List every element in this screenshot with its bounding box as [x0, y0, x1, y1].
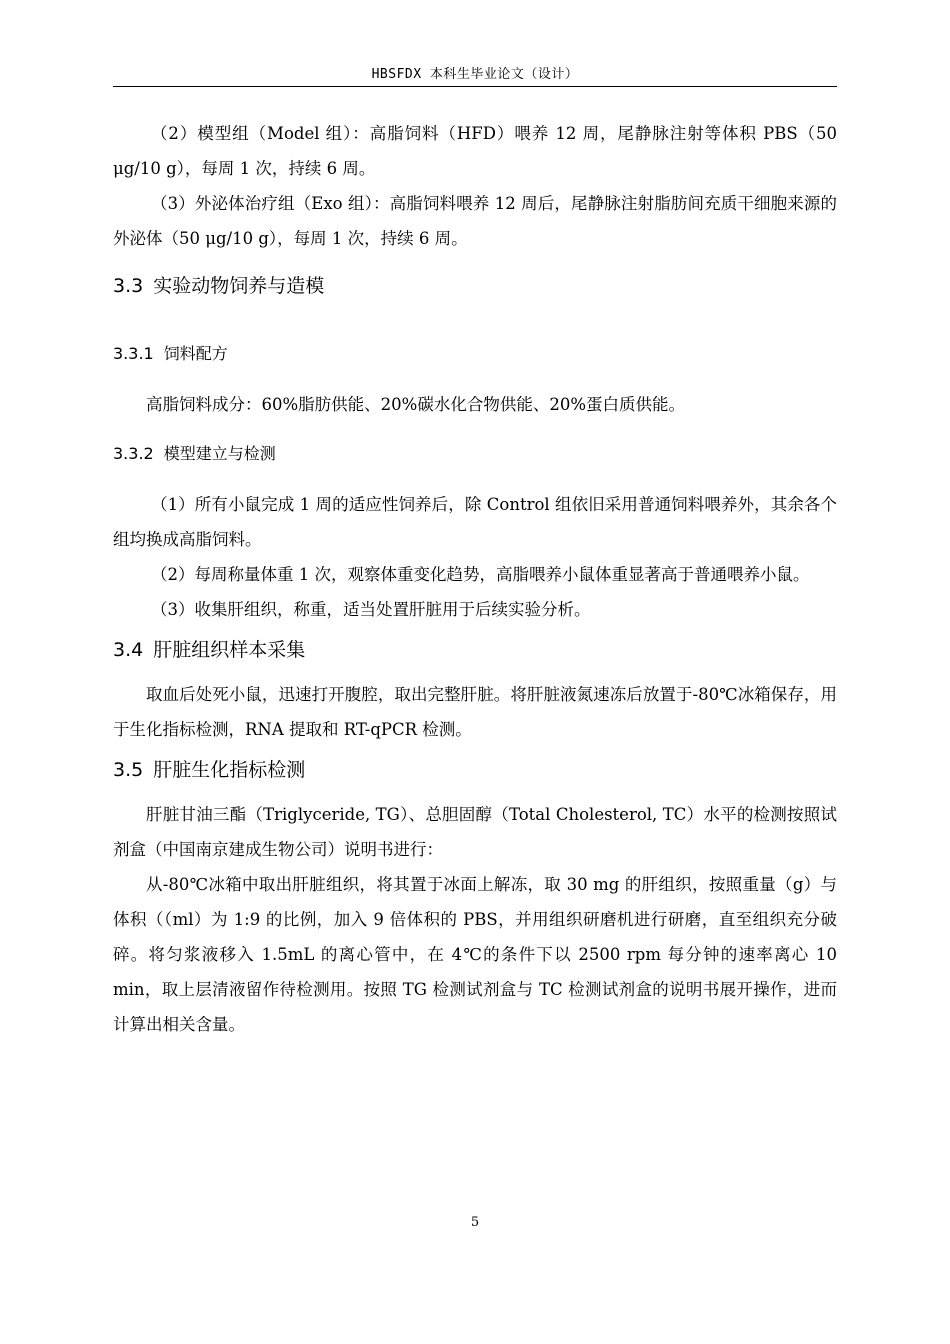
- subsection-heading-3-3-1: [113, 343, 837, 365]
- paragraph-biochem-procedure: 从-80℃冰箱中取出肝脏组织，将其置于冰面上解冻，取 30 mg 的肝组织，按照重量（g）与体积（（ml）为 1:9 的比例，加入 9 倍体积的 PBS，并用组织研磨机进行研磨，直至组织充分破碎。将匀浆液移入 1.5mL 的离心管中，在 4℃的条件下以 2500 rpm 每分钟的速率离心 10 min，取上层清液留作待检测用。按照 TG 检测试剂盒与 TC 检测试剂盒的说明书展开操作，进而计算出相关含量。: [113, 875, 837, 1034]
- header-rule: [113, 86, 837, 87]
- section-number: 3.3: [113, 275, 144, 297]
- subsection-title: 饲料配方: [163, 344, 228, 363]
- paragraph-liver-sampling: 取血后处死小鼠，迅速打开腹腔，取出完整肝脏。将肝脏液氮速冻后放置于-80℃冰箱保存，用于生化指标检测，RNA 提取和 RT-qPCR 检测。: [113, 685, 837, 739]
- section-title: 实验动物饲养与造模: [153, 275, 325, 297]
- subsection-title: 模型建立与检测: [163, 444, 276, 463]
- section-heading-3-5: [113, 757, 837, 783]
- section-heading-3-3: [113, 273, 837, 299]
- paragraph-model-step-3: （3）收集肝组织，称重，适当处置肝脏用于后续实验分析。: [151, 600, 591, 619]
- paragraph-feed-formula: 高脂饲料成分：60%脂肪供能、20%碳水化合物供能、20%蛋白质供能。: [146, 395, 686, 414]
- section-number: 3.5: [113, 759, 144, 781]
- subsection-number: 3.3.1: [113, 344, 154, 363]
- running-header: HBSFDX 本科生毕业论文（设计）: [371, 67, 579, 82]
- paragraph-biochem-intro: 肝脏甘油三酯（Triglyceride, TG）、总胆固醇（Total Cholesterol, TC）水平的检测按照试剂盒（中国南京建成生物公司）说明书进行：: [113, 805, 837, 859]
- page-number: 5: [470, 1215, 480, 1230]
- subsection-number: 3.3.2: [113, 444, 154, 463]
- paragraph-exo-group: （3）外泌体治疗组（Exo 组）：高脂饲料喂养 12 周后，尾静脉注射脂肪间充质干细胞来源的外泌体（50 μg/10 g），每周 1 次，持续 6 周。: [113, 194, 837, 248]
- subsection-heading-3-3-2: [113, 443, 837, 465]
- section-title: 肝脏生化指标检测: [153, 759, 306, 781]
- paragraph-model-group: （2）模型组（Model 组）：高脂饲料（HFD）喂养 12 周，尾静脉注射等体积 PBS（50 μg/10 g），每周 1 次，持续 6 周。: [113, 124, 837, 178]
- page-body: [113, 116, 837, 1042]
- paragraph-model-step-2: （2）每周称量体重 1 次，观察体重变化趋势，高脂喂养小鼠体重显著高于普通喂养小鼠。: [151, 565, 810, 584]
- paragraph-model-step-1: （1）所有小鼠完成 1 周的适应性饲养后，除 Control 组依旧采用普通饲料喂养外，其余各个组均换成高脂饲料。: [113, 495, 837, 549]
- section-number: 3.4: [113, 639, 144, 661]
- section-title: 肝脏组织样本采集: [153, 639, 306, 661]
- section-heading-3-4: [113, 637, 837, 663]
